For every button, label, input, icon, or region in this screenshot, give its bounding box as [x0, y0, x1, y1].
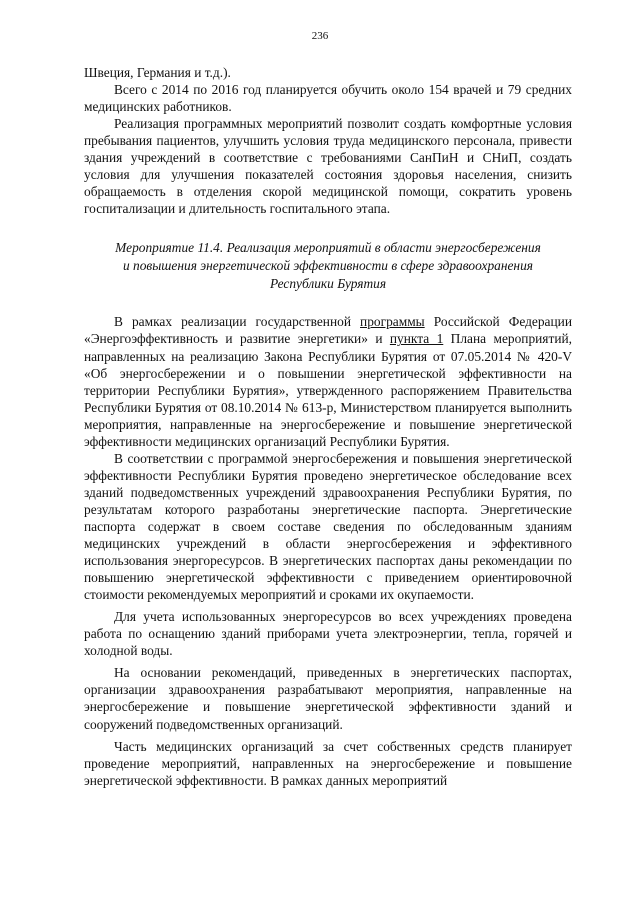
paragraph-program-text-c: Плана мероприятий, направленных на реализацию Закона Республики Бурятия от 07.05.2014 № 420-V «Об энергосбережении и о повышении энергетической эффективности на территории Республики Бурятия», утвержденного распоряжением Правительства Республики Бурятия от 08.10.2014 № 613-р, Министерством планируется выполнить мероприятия, направленные на энергосбережение и повышение энергетической эффективности медицинских организаций Республики Бурятия.: [84, 331, 572, 449]
paragraph-program: [84, 313, 572, 449]
paragraph-recommendations: На основании рекомендаций, приведенных в энергетических паспортах, организации здравоохранения разрабатывают мероприятия, направленные на энергосбережение и повышение энергетической эффективности зданий и сооружений подведомственных организаций.: [84, 665, 572, 732]
paragraph-energy-audit: В соответствии с программой энергосбережения и повышения энергетической эффективности Республики Бурятия проведено энергетическое обследование всех зданий подведомственных учреждений здравоохранения Республики Бурятия, по результатам которого разработаны энергетические паспорта. Энергетические паспорта содержат в своем составе сведения по обследованным зданиям медицинских учреждений в области энергосбережения и эффективного использования энергоресурсов. В энергетических паспортах даны рекомендации по повышению энергетической эффективности с приведением ориентировочной стоимости рекомендуемых мероприятий и сроками их окупаемости.: [84, 450, 572, 603]
paragraph-program-text-a: В рамках реализации государственной: [114, 314, 361, 330]
paragraph-continuation: Швеция, Германия и т.д.).: [84, 65, 231, 80]
paragraph-own-funds: Часть медицинских организаций за счет собственных средств планирует проведение мероприятий, направленных на энергосбережение и повышение энергетической эффективности. В рамках данных мероприятий: [84, 738, 572, 788]
paragraph-training: Всего с 2014 по 2016 год планируется обучить около 154 врачей и 79 средних медицинских работников.: [84, 82, 572, 115]
paragraph-program-text-b: Российской Федерации «Энергоэффективность и развитие энергетики» и: [84, 314, 572, 347]
item-1-link[interactable]: пункта 1: [389, 331, 444, 347]
section-heading: Мероприятие 11.4. Реализация мероприятий в области энергосбережения и повышения энергетической эффективности в сфере здравоохранения Республики Бурятия: [115, 240, 541, 292]
paragraph-implementation: Реализация программных мероприятий позволит создать комфортные условия пребывания пациентов, улучшить условия труда медицинского персонала, привести здания учреждений в соответствие с требованиями СанПиН и СНиП, создать условия для улучшения показателей состояния здоровья населения, снизить обращаемость в отделения скорой медицинской помощи, сократить уровень госпитализации и длительность госпитального этапа.: [84, 116, 572, 217]
program-link[interactable]: программы: [360, 314, 425, 330]
page-number: 236: [311, 30, 329, 42]
paragraph-metering: Для учета использованных энергоресурсов во всех учреждениях проведена работа по оснащению зданий приборами учета электроэнергии, тепла, горячей и холодной воды.: [84, 609, 572, 659]
document-body: [84, 64, 572, 789]
